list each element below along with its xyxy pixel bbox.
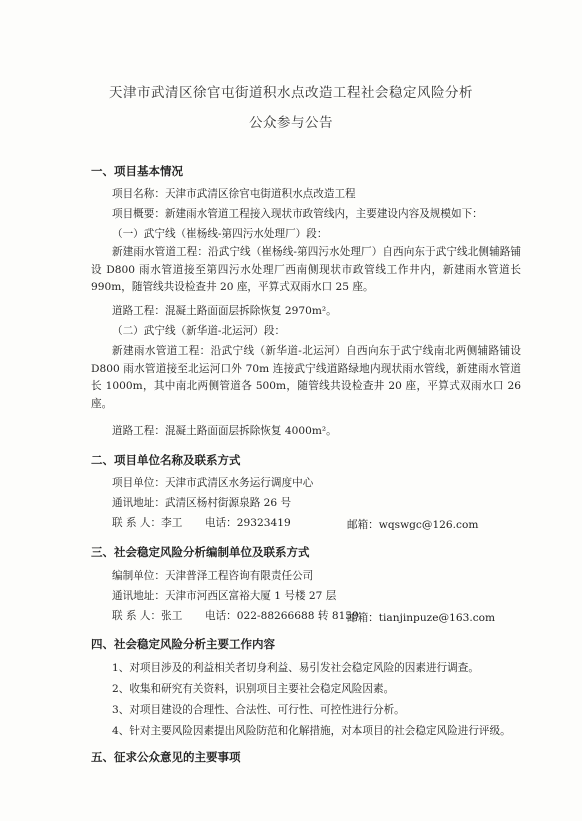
project-contact: 联 系 人：李工 [112,517,183,529]
segment-2-road: 道路工程：混凝土路面面层拆除恢复 4000m²。 [112,425,337,437]
section-1-heading: 一、项目基本情况 [91,164,183,178]
work-item-3: 3、对项目建设的合理性、合法性、可行性、可控性进行分析。 [112,704,405,716]
section-4-heading: 四、社会稳定风险分析主要工作内容 [91,637,275,651]
compiler-contact: 联 系 人：张工 [112,610,183,622]
section-3-heading: 三、社会稳定风险分析编制单位及联系方式 [91,545,310,559]
compiler-phone: 电话：022-88266688 转 8159 [205,610,359,622]
project-unit: 项目单位：天津市武清区水务运行调度中心 [112,477,314,489]
work-item-4: 4、针对主要风险因素提出风险防范和化解措施，对本项目的社会稳定风险进行评级。 [112,725,511,737]
compiler-unit: 编制单位：天津普泽工程咨询有限责任公司 [112,570,314,582]
compiler-email: 邮箱：tianjinpuze@163.com [347,612,496,624]
segment-1-title: （一）武宁线（崔杨线-第四污水处理厂）段： [112,228,328,240]
page-title: 天津市武清区徐官屯街道积水点改造工程社会稳定风险分析 [109,85,473,101]
segment-2-pipe: 新建雨水管道工程：沿武宁线（新华道-北运河）自西向东于武宁线南北两侧辅路铺设 D800 雨水管道接至北运河口外 70m 连接武宁线道路绿地内现状雨水管线，新建雨水管道长 1000m，其中南北两侧管道各 500m，随管线共设检查井 20 座，平算式双雨水口 26 座。 [91,345,521,410]
segment-1-pipe: 新建雨水管道工程：沿武宁线（崔杨线-第四污水处理厂）自西向东于武宁线北侧辅路铺设 D800 雨水管道接至第四污水处理厂西南侧现状市政管线工作井内，新建雨水管道长 990m，随管线共设检查井 20 座，平算式双雨水口 25 座。 [91,246,521,293]
segment-2-title: （二）武宁线（新华道-北运河）段： [112,325,286,337]
section-2-heading: 二、项目单位名称及联系方式 [91,453,241,467]
project-overview: 项目概要：新建雨水管道工程接入现状市政管线内，主要建设内容及规模如下： [112,208,483,220]
compiler-address: 通讯地址：天津市河西区富裕大厦 1 号楼 27 层 [112,590,337,602]
work-item-2: 2、收集和研究有关资料，识别项目主要社会稳定风险因素。 [112,683,395,695]
project-phone: 电话：29323419 [205,517,291,529]
segment-1-road: 道路工程：混凝土路面面层拆除恢复 2970m²。 [112,305,337,317]
project-name: 项目名称：天津市武清区徐官屯街道积水点改造工程 [112,188,356,200]
work-item-1: 1、对项目涉及的利益相关者切身利益、易引发社会稳定风险的因素进行调查。 [112,662,479,674]
project-email: 邮箱：wqswgc@126.com [347,519,479,531]
project-address: 通讯地址：武清区杨村街源泉路 26 号 [112,497,292,509]
page-subtitle: 公众参与公告 [249,115,333,131]
section-5-heading: 五、征求公众意见的主要事项 [91,750,241,764]
